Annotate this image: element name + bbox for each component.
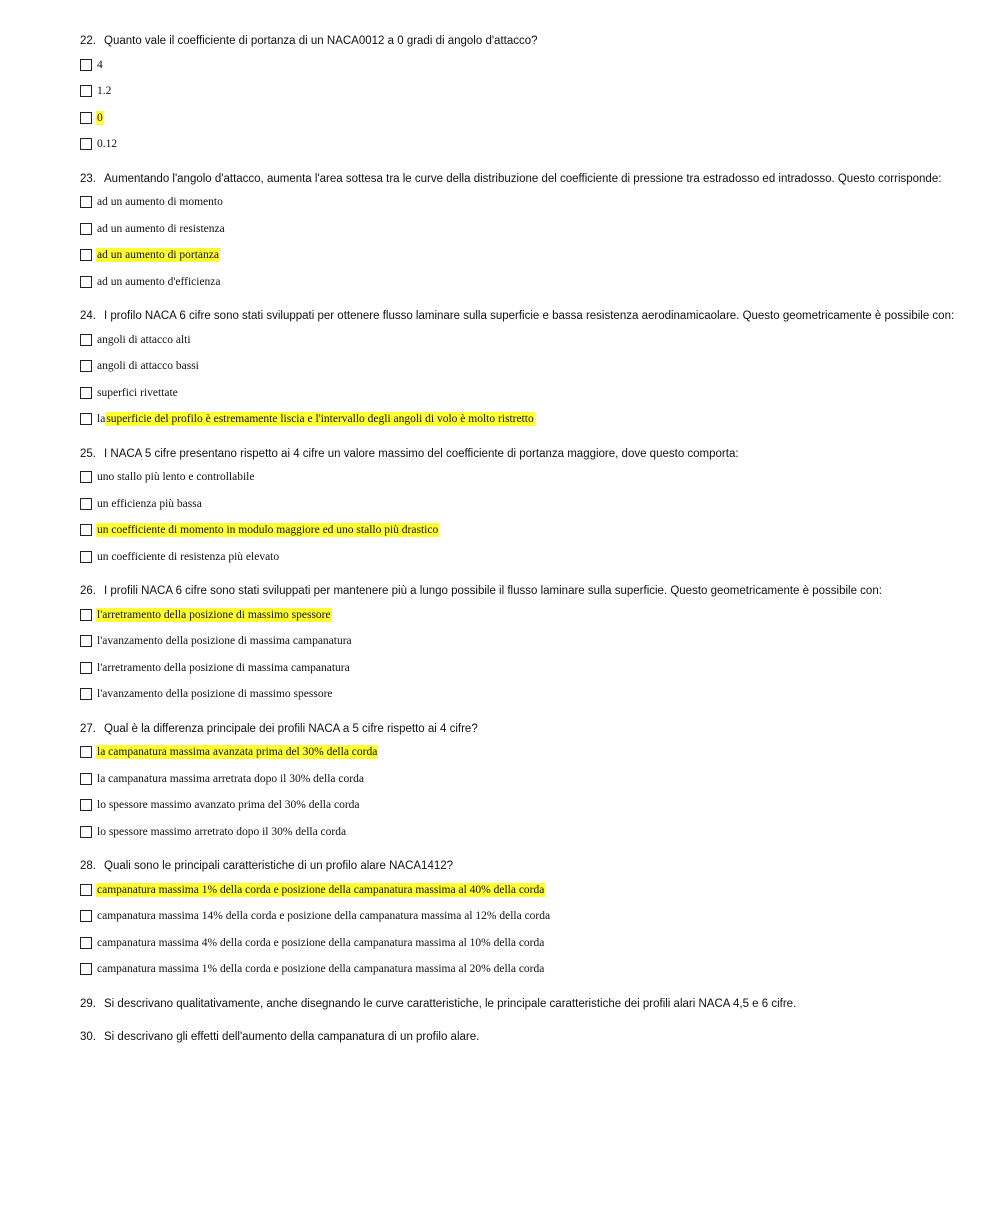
checkbox[interactable] bbox=[80, 249, 92, 261]
option-label: ad un aumento di momento bbox=[97, 196, 223, 208]
option-label: ad un aumento di resistenza bbox=[97, 222, 225, 235]
option-row[interactable] bbox=[80, 660, 980, 676]
option-label: lo spessore massimo arretrato dopo il 30% della corda bbox=[97, 825, 347, 838]
question-number: 29. bbox=[80, 997, 96, 1010]
option-label-highlighted: superficie del profilo è estremamente liscia e l'intervallo degli angoli di volo è molto ristretto bbox=[106, 413, 534, 425]
question-number: 28. bbox=[80, 860, 96, 872]
checkbox[interactable] bbox=[80, 112, 92, 124]
question-title bbox=[80, 998, 980, 1011]
question-number: 30. bbox=[80, 1031, 96, 1043]
question-title bbox=[80, 1031, 980, 1044]
question-text: I profili NACA 6 cifre sono stati sviluppati per mantenere più a lungo possibile il flusso laminare sulla superficie. Questo geometricamente è possibile con: bbox=[104, 585, 882, 597]
checkbox[interactable] bbox=[80, 498, 92, 510]
checkbox[interactable] bbox=[80, 799, 92, 811]
option-label: ad un aumento d'efficienza bbox=[97, 275, 221, 288]
question-23 bbox=[80, 173, 980, 290]
question-24 bbox=[80, 310, 980, 427]
option-row[interactable] bbox=[80, 136, 980, 152]
question-number: 23. bbox=[80, 172, 96, 185]
question-30 bbox=[80, 1031, 980, 1044]
option-row[interactable] bbox=[80, 607, 980, 623]
option-label: uno stallo più lento e controllabile bbox=[97, 471, 255, 483]
checkbox[interactable] bbox=[80, 360, 92, 372]
option-row[interactable] bbox=[80, 57, 980, 73]
option-label-highlighted: ad un aumento di portanza bbox=[97, 249, 219, 261]
checkbox[interactable] bbox=[80, 662, 92, 674]
option-label-highlighted: campanatura massima 1% della corda e posizione della campanatura massima al 40% della corda bbox=[97, 883, 545, 896]
option-row[interactable] bbox=[80, 824, 980, 840]
question-number: 25. bbox=[80, 447, 96, 460]
option-label: angoli di attacco bassi bbox=[97, 360, 199, 372]
option-label: superfici rivettate bbox=[97, 386, 178, 399]
option-label: l'avanzamento della posizione di massimo spessore bbox=[97, 688, 333, 700]
question-title bbox=[80, 35, 980, 48]
question-title bbox=[80, 860, 980, 873]
question-number: 24. bbox=[80, 310, 96, 322]
question-text: Qual è la differenza principale dei profili NACA a 5 cifre rispetto ai 4 cifre? bbox=[104, 722, 478, 735]
option-row[interactable] bbox=[80, 332, 980, 348]
option-label: l'arretramento della posizione di massima campanatura bbox=[97, 661, 350, 674]
option-row[interactable] bbox=[80, 961, 980, 977]
checkbox[interactable] bbox=[80, 524, 92, 536]
question-title bbox=[80, 585, 980, 598]
checkbox[interactable] bbox=[80, 334, 92, 346]
question-26 bbox=[80, 585, 980, 702]
option-label-highlighted: un coefficiente di momento in modulo maggiore ed uno stallo più drastico bbox=[97, 524, 439, 536]
checkbox[interactable] bbox=[80, 884, 92, 896]
option-row[interactable] bbox=[80, 110, 980, 126]
checkbox[interactable] bbox=[80, 635, 92, 647]
checkbox[interactable] bbox=[80, 138, 92, 150]
question-title bbox=[80, 173, 980, 186]
checkbox[interactable] bbox=[80, 963, 92, 975]
checkbox[interactable] bbox=[80, 937, 92, 949]
question-29 bbox=[80, 998, 980, 1011]
option-row[interactable] bbox=[80, 194, 980, 210]
option-row[interactable] bbox=[80, 797, 980, 813]
option-label: un coefficiente di resistenza più elevato bbox=[97, 550, 280, 563]
question-27 bbox=[80, 723, 980, 840]
checkbox[interactable] bbox=[80, 196, 92, 208]
question-22 bbox=[80, 35, 980, 152]
option-row[interactable] bbox=[80, 496, 980, 512]
checkbox[interactable] bbox=[80, 609, 92, 621]
checkbox[interactable] bbox=[80, 223, 92, 235]
question-text: Aumentando l'angolo d'attacco, aumenta l'area sottesa tra le curve della distribuzione del coefficiente di pressione tra estradosso ed intradosso. Questo corrisponde: bbox=[104, 172, 942, 185]
question-text: I NACA 5 cifre presentano rispetto ai 4 cifre un valore massimo del coefficiente di portanza maggiore, dove questo comporta: bbox=[104, 447, 739, 460]
question-text: Si descrivano qualitativamente, anche disegnando le curve caratteristiche, le principale caratteristiche dei profili alari NACA 4,5 e 6 cifre. bbox=[104, 997, 797, 1010]
option-row[interactable] bbox=[80, 686, 980, 702]
option-label: angoli di attacco alti bbox=[97, 333, 191, 346]
question-title bbox=[80, 723, 980, 736]
question-25 bbox=[80, 448, 980, 565]
quiz-page bbox=[80, 35, 980, 1053]
option-row[interactable] bbox=[80, 908, 980, 924]
option-row[interactable] bbox=[80, 385, 980, 401]
option-row[interactable] bbox=[80, 935, 980, 951]
checkbox[interactable] bbox=[80, 387, 92, 399]
option-row[interactable] bbox=[80, 549, 980, 565]
question-text: Si descrivano gli effetti dell'aumento della campanatura di un profilo alare. bbox=[104, 1031, 480, 1043]
option-row[interactable] bbox=[80, 274, 980, 290]
option-row[interactable] bbox=[80, 83, 980, 99]
option-label: 0.12 bbox=[97, 138, 118, 150]
option-label-highlighted: 0 bbox=[97, 111, 103, 124]
option-row[interactable] bbox=[80, 221, 980, 237]
option-label: 4 bbox=[97, 58, 103, 71]
option-label: la campanatura massima arretrata dopo il 30% della corda bbox=[97, 772, 364, 785]
checkbox[interactable] bbox=[80, 413, 92, 425]
option-row[interactable] bbox=[80, 522, 980, 538]
option-label: campanatura massima 14% della corda e posizione della campanatura massima al 12% della corda bbox=[97, 910, 551, 922]
option-label: campanatura massima 1% della corda e posizione della campanatura massima al 20% della corda bbox=[97, 963, 545, 975]
option-row[interactable] bbox=[80, 411, 980, 427]
option-label: campanatura massima 4% della corda e posizione della campanatura massima al 10% della corda bbox=[97, 936, 545, 949]
option-label-highlighted: la campanatura massima avanzata prima del 30% della corda bbox=[97, 746, 378, 758]
option-label-prefix: la bbox=[97, 413, 106, 425]
option-row[interactable] bbox=[80, 633, 980, 649]
checkbox[interactable] bbox=[80, 551, 92, 563]
checkbox[interactable] bbox=[80, 471, 92, 483]
option-row[interactable] bbox=[80, 247, 980, 263]
option-row[interactable] bbox=[80, 744, 980, 760]
option-label: l'avanzamento della posizione di massima campanatura bbox=[97, 635, 352, 647]
checkbox[interactable] bbox=[80, 85, 92, 97]
checkbox[interactable] bbox=[80, 773, 92, 785]
checkbox[interactable] bbox=[80, 826, 92, 838]
question-text: Quali sono le principali caratteristiche di un profilo alare NACA1412? bbox=[104, 860, 454, 872]
question-number: 27. bbox=[80, 722, 96, 735]
question-number: 26. bbox=[80, 585, 96, 597]
question-number: 22. bbox=[80, 35, 96, 47]
question-title bbox=[80, 448, 980, 461]
question-text: I profilo NACA 6 cifre sono stati sviluppati per ottenere flusso laminare sulla superficie e bassa resistenza aerodinamicaolare. Questo geometricamente è possibile con: bbox=[104, 310, 955, 322]
question-text: Quanto vale il coefficiente di portanza di un NACA0012 a 0 gradi di angolo d'attacco? bbox=[104, 35, 538, 47]
checkbox[interactable] bbox=[80, 276, 92, 288]
option-label: un efficienza più bassa bbox=[97, 497, 202, 510]
option-label-highlighted: l'arretramento della posizione di massimo spessore bbox=[97, 608, 331, 621]
question-28 bbox=[80, 860, 980, 977]
option-row[interactable] bbox=[80, 469, 980, 485]
question-title bbox=[80, 310, 980, 323]
option-label: 1.2 bbox=[97, 85, 112, 97]
checkbox[interactable] bbox=[80, 688, 92, 700]
option-label: lo spessore massimo avanzato prima del 30% della corda bbox=[97, 799, 360, 811]
option-row[interactable] bbox=[80, 358, 980, 374]
option-row[interactable] bbox=[80, 771, 980, 787]
checkbox[interactable] bbox=[80, 59, 92, 71]
option-row[interactable] bbox=[80, 882, 980, 898]
checkbox[interactable] bbox=[80, 746, 92, 758]
checkbox[interactable] bbox=[80, 910, 92, 922]
